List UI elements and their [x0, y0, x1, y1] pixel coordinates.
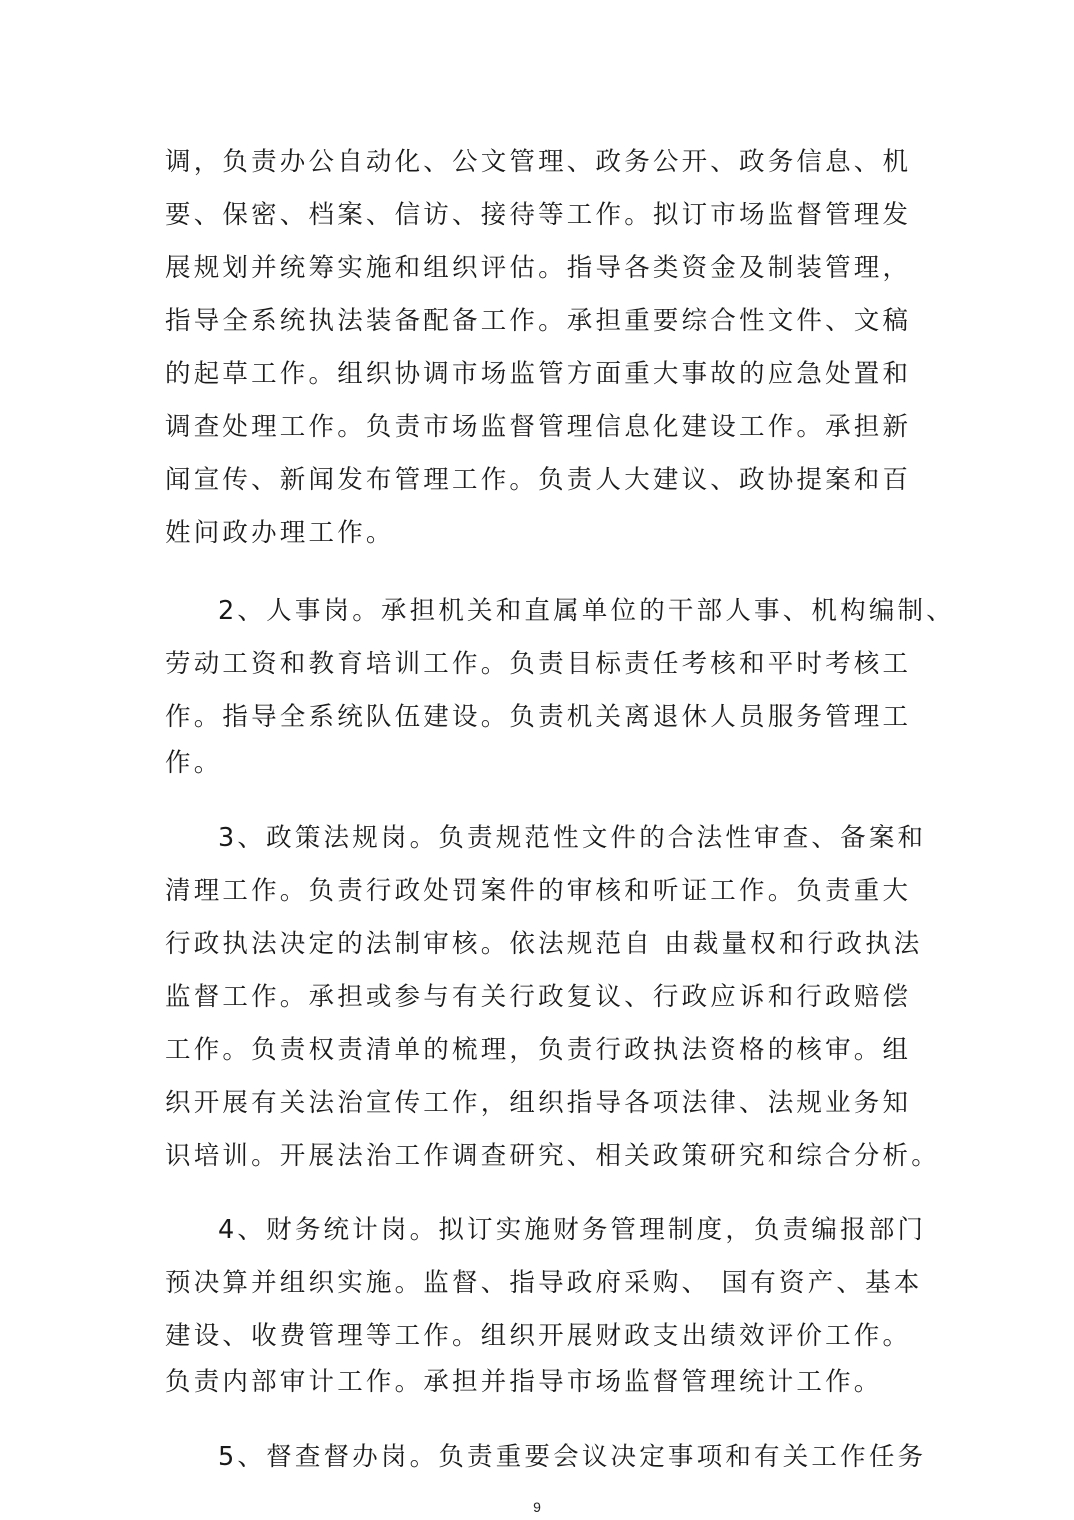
text-line: 行政执法决定的法制审核。依法规范自 由裁量权和行政执法	[165, 929, 923, 959]
text-line: 调，负责办公自动化、公文管理、政务公开、政务信息、机	[165, 147, 912, 177]
text-line: 工作。负责权责清单的梳理，负责行政执法资格的核审。组	[165, 1035, 912, 1065]
text-line: 的起草工作。组织协调市场监管方面重大事故的应急处置和	[165, 359, 912, 389]
text-line: 建设、收费管理等工作。组织开展财政支出绩效评价工作。	[165, 1321, 912, 1351]
text-line: 3、政策法规岗。负责规范性文件的合法性审查、备案和	[218, 823, 927, 853]
text-line: 调查处理工作。负责市场监督管理信息化建设工作。承担新	[165, 412, 912, 442]
text-line: 清理工作。负责行政处罚案件的审核和听证工作。负责重大	[165, 876, 912, 906]
text-line: 负责内部审计工作。承担并指导市场监督管理统计工作。	[165, 1367, 883, 1397]
text-line: 要、保密、档案、信访、接待等工作。拟订市场监督管理发	[165, 200, 912, 230]
text-line: 姓问政办理工作。	[165, 518, 395, 548]
text-line: 展规划并统筹实施和组织评估。指导各类资金及制装管理，	[165, 253, 912, 283]
text-line: 预决算并组织实施。监督、指导政府采购、 国有资产、基本	[165, 1268, 923, 1298]
page-number: 9	[533, 1499, 541, 1515]
text-line: 4、财务统计岗。拟订实施财务管理制度，负责编报部门	[218, 1215, 927, 1245]
text-line: 识培训。开展法治工作调查研究、相关政策研究和综合分析。	[165, 1141, 940, 1171]
text-line: 2、人事岗。承担机关和直属单位的干部人事、机构编制、	[218, 596, 955, 626]
text-line: 作。	[165, 748, 223, 778]
text-line: 作。指导全系统队伍建设。负责机关离退休人员服务管理工	[165, 702, 912, 732]
text-line: 监督工作。承担或参与有关行政复议、行政应诉和行政赔偿	[165, 982, 912, 1012]
text-line: 5、督查督办岗。负责重要会议决定事项和有关工作任务	[218, 1442, 927, 1472]
text-line: 闻宣传、新闻发布管理工作。负责人大建议、政协提案和百	[165, 465, 912, 495]
text-line: 织开展有关法治宣传工作，组织指导各项法律、法规业务知	[165, 1088, 912, 1118]
text-line: 劳动工资和教育培训工作。负责目标责任考核和平时考核工	[165, 649, 912, 679]
text-line: 指导全系统执法装备配备工作。承担重要综合性文件、文稿	[165, 306, 912, 336]
